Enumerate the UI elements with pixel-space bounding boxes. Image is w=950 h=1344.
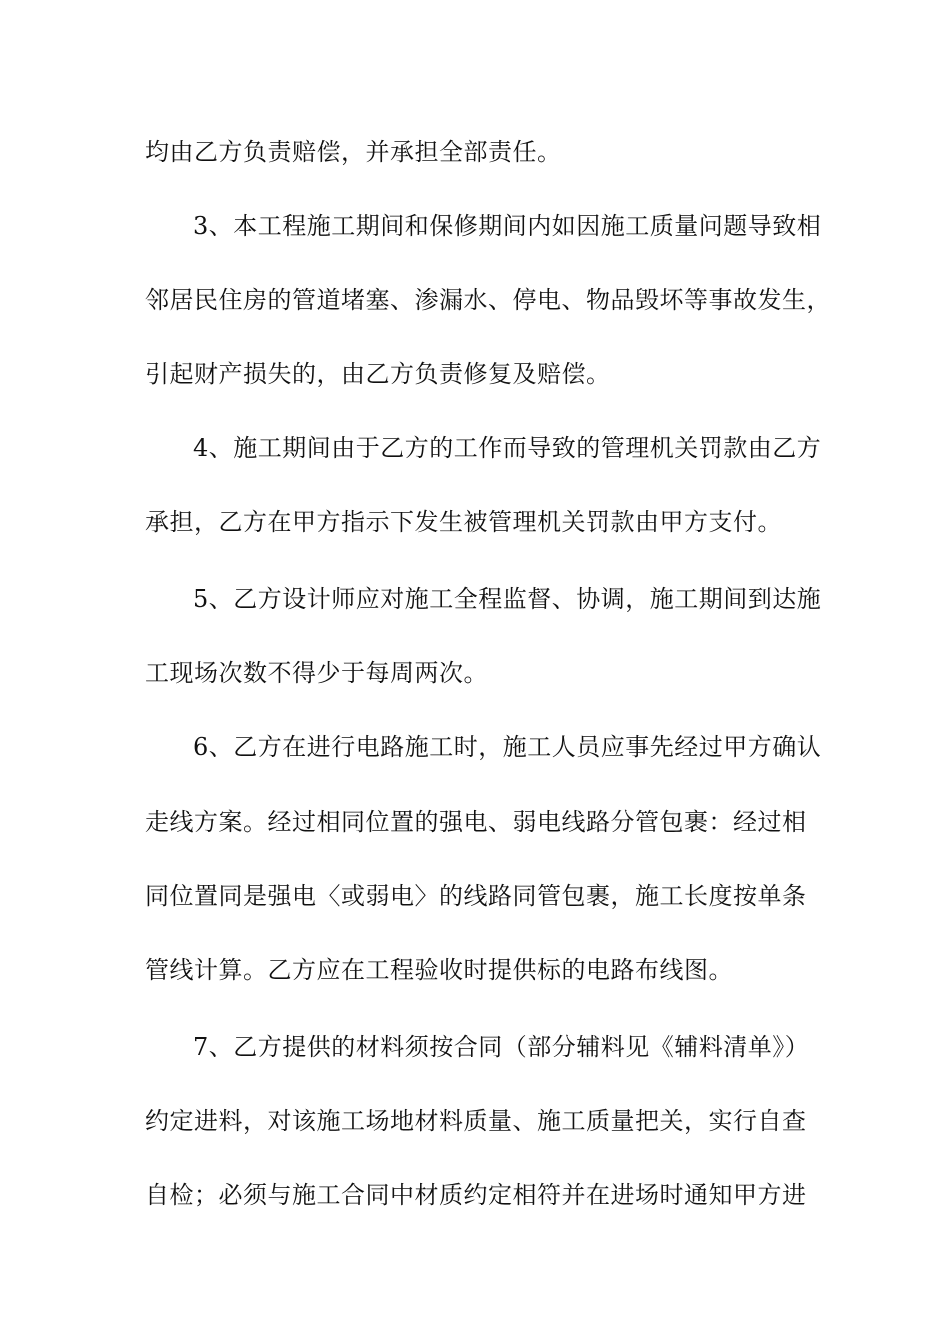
text-line: 同位置同是强电〈或弱电〉的线路同管包裹，施工长度按单条 xyxy=(145,882,807,910)
text-line: 约定进料，对该施工场地材料质量、施工质量把关，实行自查 xyxy=(145,1107,807,1135)
clause-3-line: 3、本工程施工期间和保修期间内如因施工质量问题导致相 xyxy=(193,212,822,240)
clause-4-line: 4、施工期间由于乙方的工作而导致的管理机关罚款由乙方 xyxy=(193,434,822,462)
text-line: 自检；必须与施工合同中材质约定相符并在进场时通知甲方进 xyxy=(145,1181,807,1209)
clause-5-line: 5、乙方设计师应对施工全程监督、协调，施工期间到达施 xyxy=(193,585,822,613)
text-line: 走线方案。经过相同位置的强电、弱电线路分管包裹：经过相 xyxy=(145,808,807,836)
text-line: 引起财产损失的，由乙方负责修复及赔偿。 xyxy=(145,360,611,388)
text-line: 承担，乙方在甲方指示下发生被管理机关罚款由甲方支付。 xyxy=(145,508,782,536)
text-line: 均由乙方负责赔偿，并承担全部责任。 xyxy=(145,138,562,166)
clause-7-line: 7、乙方提供的材料须按合同（部分辅料见《辅料清单》） xyxy=(193,1033,810,1061)
text-line: 工现场次数不得少于每周两次。 xyxy=(145,659,488,687)
clause-6-line: 6、乙方在进行电路施工时，施工人员应事先经过甲方确认 xyxy=(193,733,822,761)
text-line: 管线计算。乙方应在工程验收时提供标的电路布线图。 xyxy=(145,956,733,984)
text-line: 邻居民住房的管道堵塞、渗漏水、停电、物品毁坏等事故发生， xyxy=(145,286,831,314)
